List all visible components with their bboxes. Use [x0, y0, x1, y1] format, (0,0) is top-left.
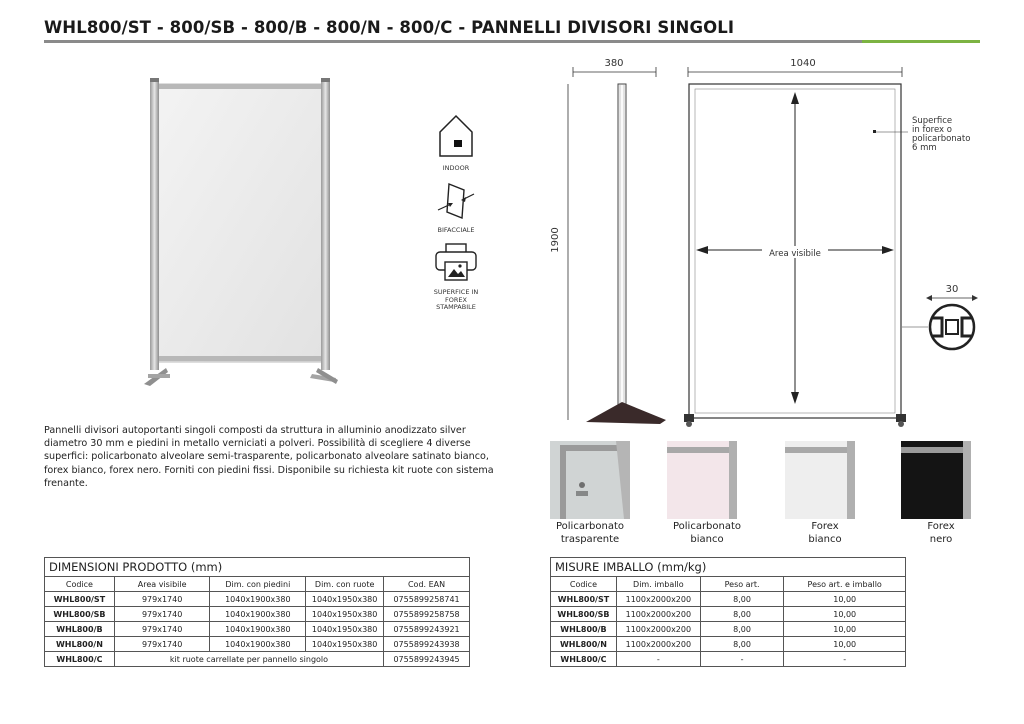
surface-note-line2: in forex o: [912, 125, 952, 135]
swatch-caption-3: Forex bianco: [808, 521, 842, 545]
dim-table-title: DIMENSIONI PRODOTTO (mm): [45, 558, 470, 577]
printer-icon: [432, 240, 480, 284]
header-accent-rule: [862, 40, 980, 43]
swatch-caption-2: Policarbonato bianco: [672, 521, 742, 545]
dim-profile-label: 30: [945, 284, 959, 295]
indoor-label: INDOOR: [442, 164, 470, 172]
dim-width-label: 1040: [790, 58, 816, 69]
product-photo: [140, 78, 340, 388]
area-visible-label: Area visibile: [769, 249, 821, 259]
table-row: WHL800/B 979x1740 1040x1900x380 1040x1950x380 0755899243921: [45, 622, 470, 637]
product-dimensions-table: [44, 557, 470, 667]
dim-table-header: Codice Area visibile Dim. con piedini Dim. con ruote Cod. EAN: [45, 577, 470, 592]
pack-table-header: Codice Dim. imballo Peso art. Peso art. e imballo: [551, 577, 906, 592]
dim-depth-label: 380: [604, 58, 624, 69]
swatch-policarbonato-trasparente: [550, 441, 630, 519]
swatch-policarbonato-bianco: [667, 441, 747, 519]
swatch-caption-4: Forex nero: [927, 521, 955, 545]
side-view-foot: [586, 402, 666, 424]
table-row: WHL800/N 1100x2000x200 8,00 10,00: [551, 637, 906, 652]
table-row: WHL800/SB 1100x2000x200 8,00 10,00: [551, 607, 906, 622]
dim-height-label: 1900: [550, 227, 561, 253]
table-row: WHL800/ST 979x1740 1040x1900x380 1040x1950x380 0755899258741: [45, 592, 470, 607]
printable-label: SUPERFICE IN FOREX STAMPABILE: [433, 288, 479, 311]
surface-note-line1: Superfice: [912, 116, 953, 126]
swatch-forex-bianco: [785, 441, 865, 519]
packaging-table: [550, 557, 906, 667]
surface-note-line3: policarbonato: [912, 134, 971, 144]
page-title: WHL800/ST - 800/SB - 800/B - 800/N - 800/C - PANNELLI DIVISORI SINGOLI: [44, 18, 735, 37]
table-row: WHL800/N 979x1740 1040x1900x380 1040x1950x380 0755899243938: [45, 637, 470, 652]
header-rule: [44, 40, 862, 43]
table-row: WHL800/C kit ruote carrellate per pannello singolo 0755899243945: [45, 652, 470, 667]
table-row: WHL800/SB 979x1740 1040x1900x380 1040x1950x380 0755899258758: [45, 607, 470, 622]
swatch-forex-nero: [901, 441, 981, 519]
indoor-icon: [436, 110, 476, 160]
table-row: WHL800/C - - -: [551, 652, 906, 667]
surface-note-line4: 6 mm: [912, 143, 937, 153]
bifacciale-label: BIFACCIALE: [437, 226, 475, 234]
indoor-badge: [428, 110, 484, 173]
technical-drawing: [540, 52, 990, 432]
bifacciale-icon: [434, 178, 478, 222]
table-row: WHL800/ST 1100x2000x200 8,00 10,00: [551, 592, 906, 607]
printable-badge: [428, 240, 484, 312]
bifacciale-badge: [428, 178, 484, 235]
pack-table-title: MISURE IMBALLO (mm/kg): [551, 558, 906, 577]
product-description: Pannelli divisori autoportanti singoli composti da struttura in alluminio anodizzato silver diametro 30 mm e piedini in metallo verniciati a polveri. Possibilità di scegliere 4 diverse superfici: policarbonato alveolare semi-trasparente, policarbonato alveolare satinato bianco, forex bianco, forex nero. Forniti con piedini fissi. Disponibile su richiesta kit ruote con sistema frenante.: [44, 425, 494, 489]
side-view-pole: [618, 84, 626, 414]
swatch-caption-1: Policarbonato trasparente: [555, 521, 625, 545]
table-row: WHL800/B 1100x2000x200 8,00 10,00: [551, 622, 906, 637]
